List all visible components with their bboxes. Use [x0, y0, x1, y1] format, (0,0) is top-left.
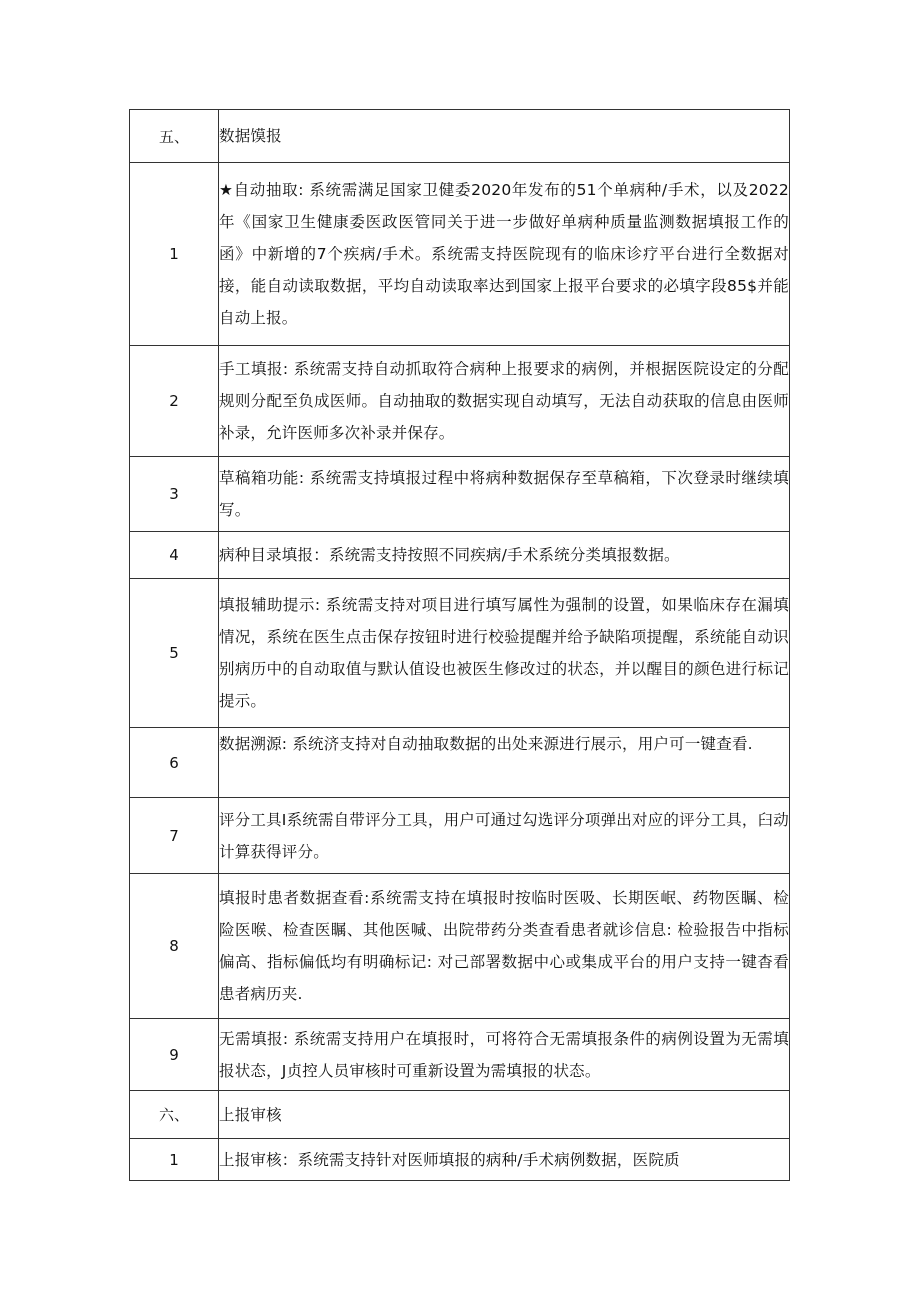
item-number: 4: [130, 532, 219, 579]
item-description: 手工填报: 系统需支持自动抓取符合病种上报要求的病例，并根据医院设定的分配规则分配至负成医师。自动抽取的数据实现自动填写，无法自动获取的信息由医师补录，允许医师多次补录并保存。: [219, 346, 790, 457]
table-row: [130, 874, 790, 1019]
section-title: 上报审核: [219, 1091, 790, 1139]
section-title: 数据馍报: [219, 110, 790, 163]
item-description: ★自动抽取: 系统需满足国家卫健委2020年发布的51个单病种/手术，以及2022年《国家卫生健康委医政医管同关于进一步做好单病种质量监测数据填报工作的函》中新增的7个疾病/手术。系统需支持医院现有的临床诊疗平台进行全数据对接，能自动读取数据，平均自动读取率达到国家上报平台要求的必填字段85$并能自动上报。: [219, 163, 790, 346]
section-row: [130, 110, 790, 163]
table-row: [130, 163, 790, 346]
table-row: [130, 1139, 790, 1181]
item-description: 填报辅助提示: 系统需支持对项目进行填写属性为强制的设置，如果临床存在漏填情况，系统在医生点击保存按钮时进行校验提醒并给予缺陷项提醒，系统能自动识别病历中的自动取值与默认值设也被医生修改过的状态，并以醒目的颜色进行标记提示。: [219, 579, 790, 728]
item-description: 无需填报: 系统需支持用户在填报时，可将符合无需填报条件的病例设置为无需填报状态，J贞控人员审核时可重新设置为需填报的状态。: [219, 1019, 790, 1091]
table-row: [130, 346, 790, 457]
item-number: 2: [130, 346, 219, 457]
item-number: 9: [130, 1019, 219, 1091]
table-row: [130, 728, 790, 798]
item-description: 填报时患者数据查看:系统需支持在填报时按临时医吸、长期医岷、药物医瞩、检险医喉、检查医瞩、其他医喊、出院带药分类查看患者就诊信息: 检验报告中指标偏高、指标偏低均有明确标记: 对己部署数据中心或集成平台的用户支持一键杳看患者病历夹.: [219, 874, 790, 1019]
item-description: 病种目录填报：系统需支持按照不同疾病/手术系统分类填报数据。: [219, 532, 790, 579]
table-row: [130, 579, 790, 728]
item-number: 3: [130, 457, 219, 532]
table-row: [130, 457, 790, 532]
section-number: 五、: [130, 110, 219, 163]
table-row: [130, 798, 790, 874]
table-row: [130, 532, 790, 579]
item-number: 8: [130, 874, 219, 1019]
table-row: [130, 1019, 790, 1091]
item-description: 上报审核：系统需支持针对医师填报的病种/手术病例数据，医院质: [219, 1139, 790, 1181]
requirements-table: [129, 109, 790, 1181]
item-description: 草稿箱功能: 系统需支持填报过程中将病种数据保存至草稿箱，下次登录时继续填写。: [219, 457, 790, 532]
item-number: 1: [130, 163, 219, 346]
item-description: 评分工具I系统需自带评分工具，用户可通过勾选评分项弹出对应的评分工具，臼动计算获得评分。: [219, 798, 790, 874]
item-number: 5: [130, 579, 219, 728]
item-number: 7: [130, 798, 219, 874]
item-description: 数据溯源: 系统济支持对自动抽取数据的出处来源进行展示，用户可一键查看.: [219, 728, 790, 798]
item-number: 1: [130, 1139, 219, 1181]
item-number: 6: [130, 728, 219, 798]
section-number: 六、: [130, 1091, 219, 1139]
section-row: [130, 1091, 790, 1139]
